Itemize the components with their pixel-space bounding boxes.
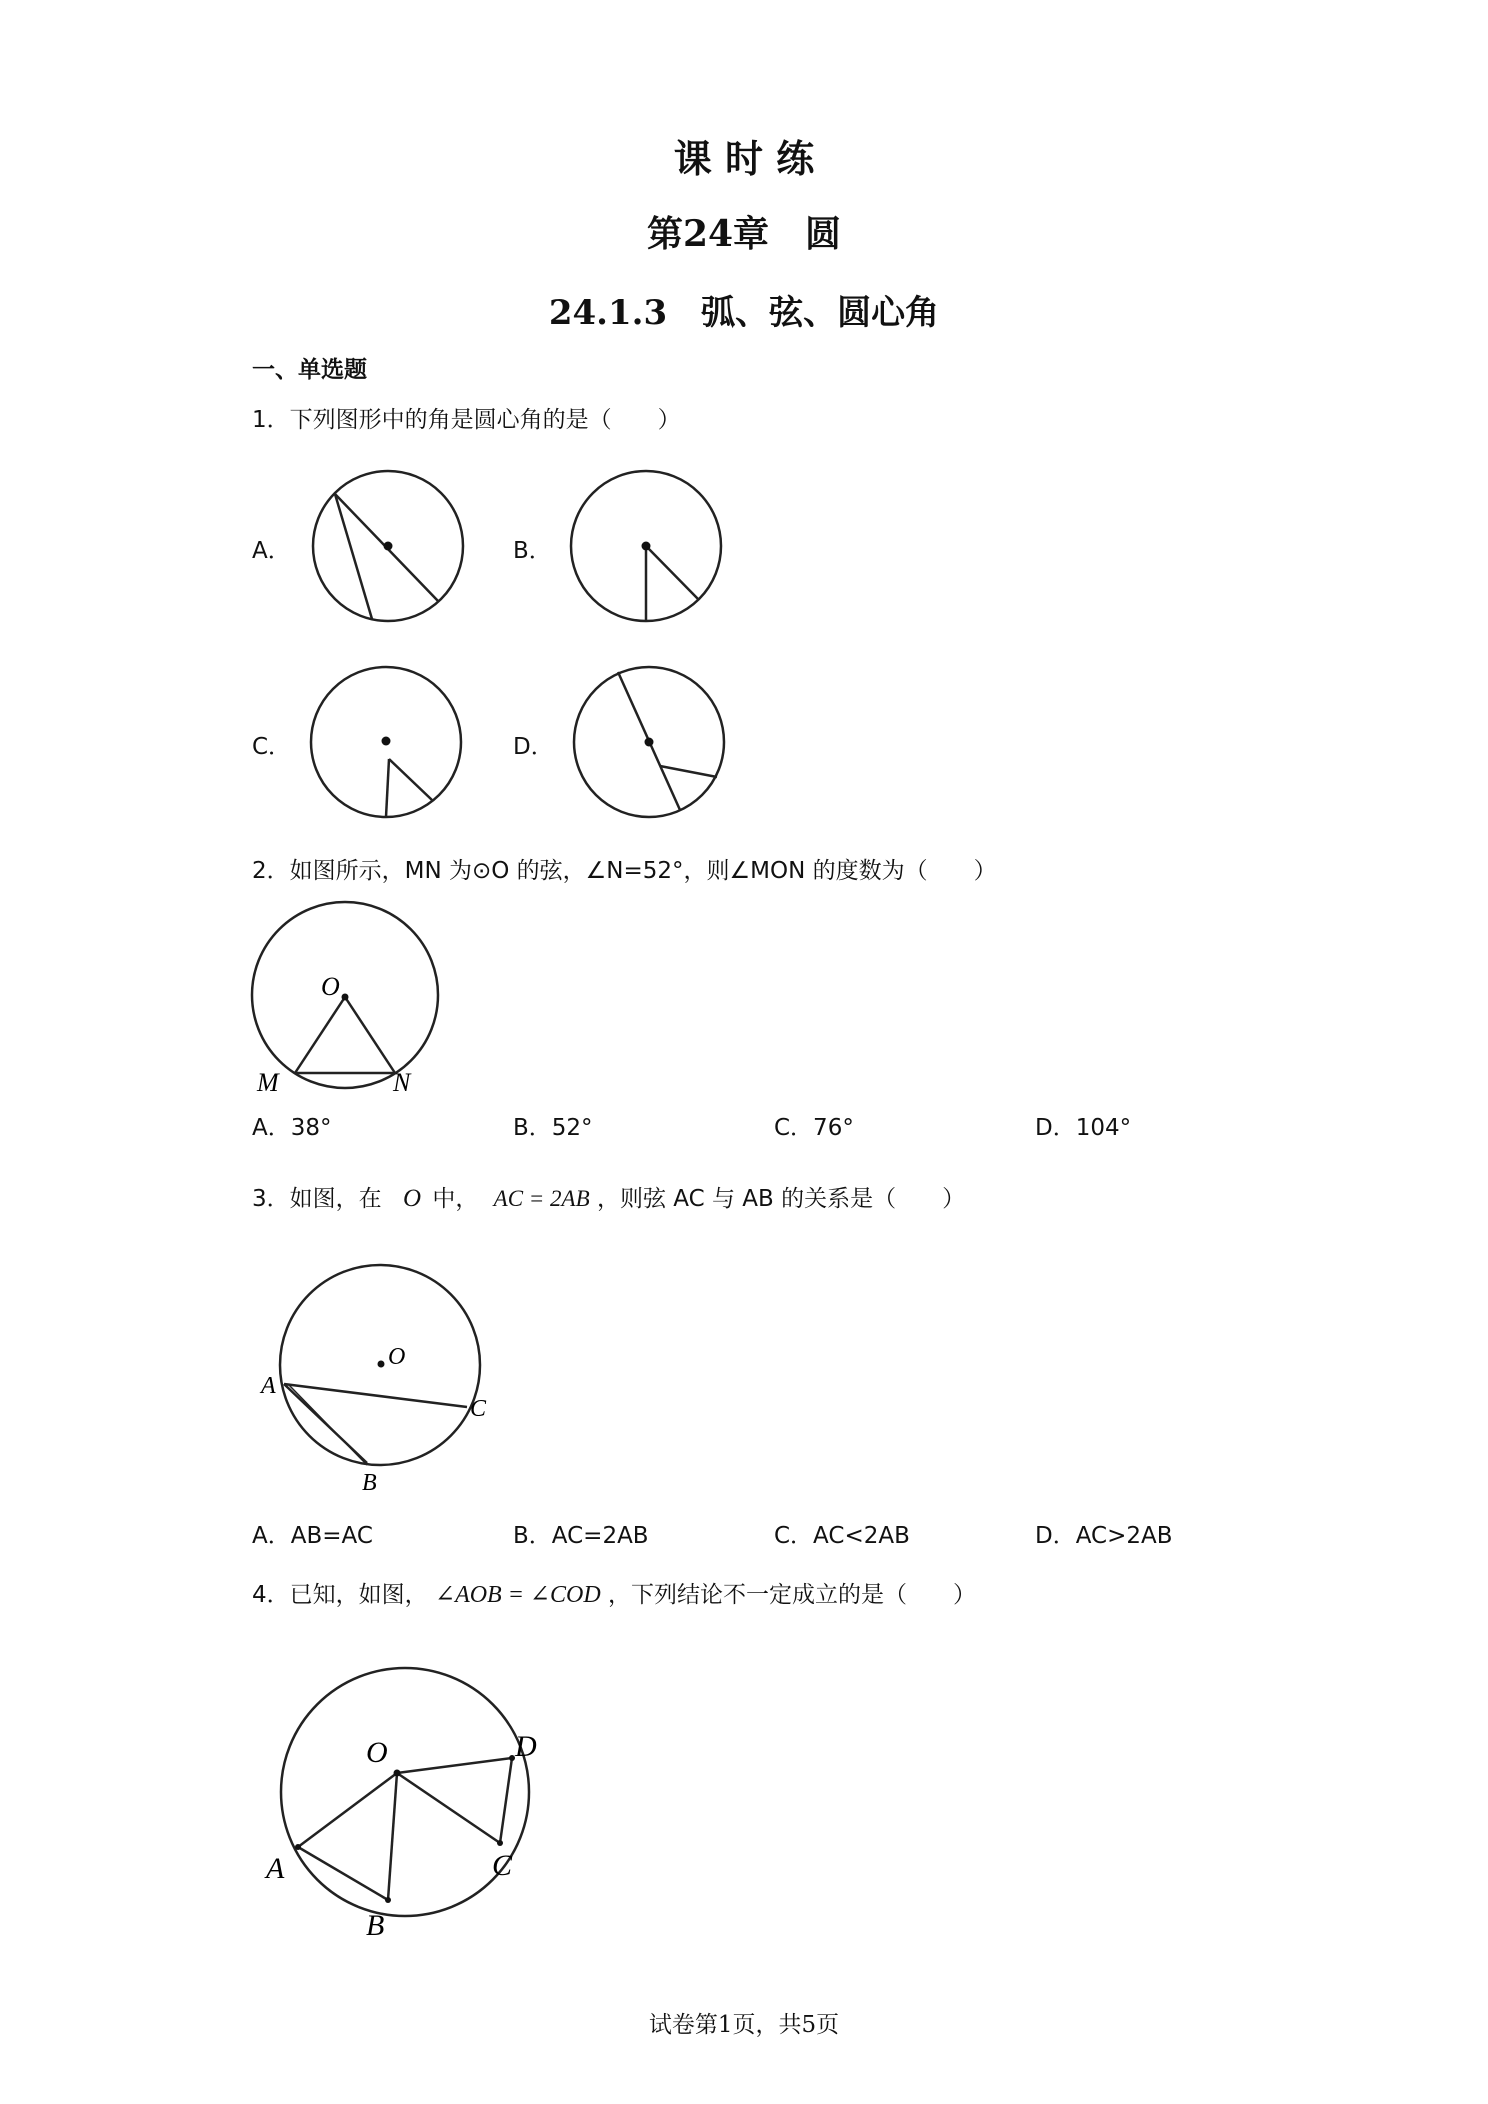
q1-option-b-figure (560, 460, 740, 640)
q4-suffix: ，下列结论不一定成立的是（ ） (608, 1582, 977, 1608)
q4-label-c: C (492, 1849, 513, 1882)
q2-option-d: D．104° (1035, 1115, 1132, 1141)
q2-figure (245, 895, 455, 1095)
q1-option-d-figure (560, 655, 740, 835)
q1-option-c-figure (300, 655, 480, 835)
q1-option-a-figure (300, 460, 480, 640)
q1-option-b-label: B． (513, 538, 552, 564)
q3-option-d: D．AC>2AB (1035, 1523, 1173, 1549)
page-footer: 试卷第1页，共5页 (648, 2012, 840, 2038)
question-4-text (252, 1576, 976, 1609)
q3-circle-name: O (402, 1185, 422, 1212)
question-2-text: 2．如图所示，MN 为⊙O 的弦，∠N=52°，则∠MON 的度数为（ ） (252, 858, 997, 884)
q2-label-n: N (393, 1068, 411, 1095)
q4-figure (260, 1660, 560, 1950)
q3-middle: 中， (432, 1186, 479, 1212)
q3-figure (255, 1255, 505, 1495)
q2-option-a: A．38° (252, 1115, 332, 1141)
q3-label-a: A (261, 1373, 276, 1399)
question-1-text: 1．下列图形中的角是圆心角的是（ ） (252, 407, 681, 433)
q3-label-o: O (388, 1344, 406, 1370)
q3-label-b: B (362, 1470, 377, 1495)
q3-suffix: ，则弦 AC 与 AB 的关系是（ ） (596, 1186, 966, 1212)
q3-option-c: C．AC<2AB (774, 1523, 910, 1549)
worksheet-title: 课 时 练 (673, 136, 815, 181)
q4-label-b: B (366, 1909, 385, 1942)
q4-label-a: A (266, 1852, 285, 1885)
q3-option-b: B．AC=2AB (513, 1523, 649, 1549)
question-3-text (252, 1180, 965, 1213)
chapter-title: 第24章 圆 (646, 213, 842, 255)
q3-prefix: 3．如图，在 (252, 1186, 382, 1212)
q4-prefix: 4．已知，如图， (252, 1582, 428, 1608)
q2-option-c: C．76° (774, 1115, 854, 1141)
q1-option-c-label: C． (252, 734, 292, 760)
part-heading: 一、单选题 (252, 357, 367, 383)
q2-option-b: B．52° (513, 1115, 593, 1141)
q4-label-d: D (515, 1730, 537, 1763)
q3-label-c: C (470, 1396, 487, 1422)
q1-option-a-label: A． (252, 538, 291, 564)
q2-label-m: M (257, 1068, 279, 1095)
q4-formula: ∠AOB = ∠COD (434, 1582, 601, 1608)
q3-option-a: A．AB=AC (252, 1523, 373, 1549)
q3-formula: AC = 2AB (493, 1186, 590, 1211)
q2-label-o: O (321, 972, 340, 1001)
q4-label-o: O (366, 1736, 388, 1769)
section-title: 24.1.3 弧、弦、圆心角 (548, 293, 940, 333)
q1-option-d-label: D． (513, 734, 554, 760)
